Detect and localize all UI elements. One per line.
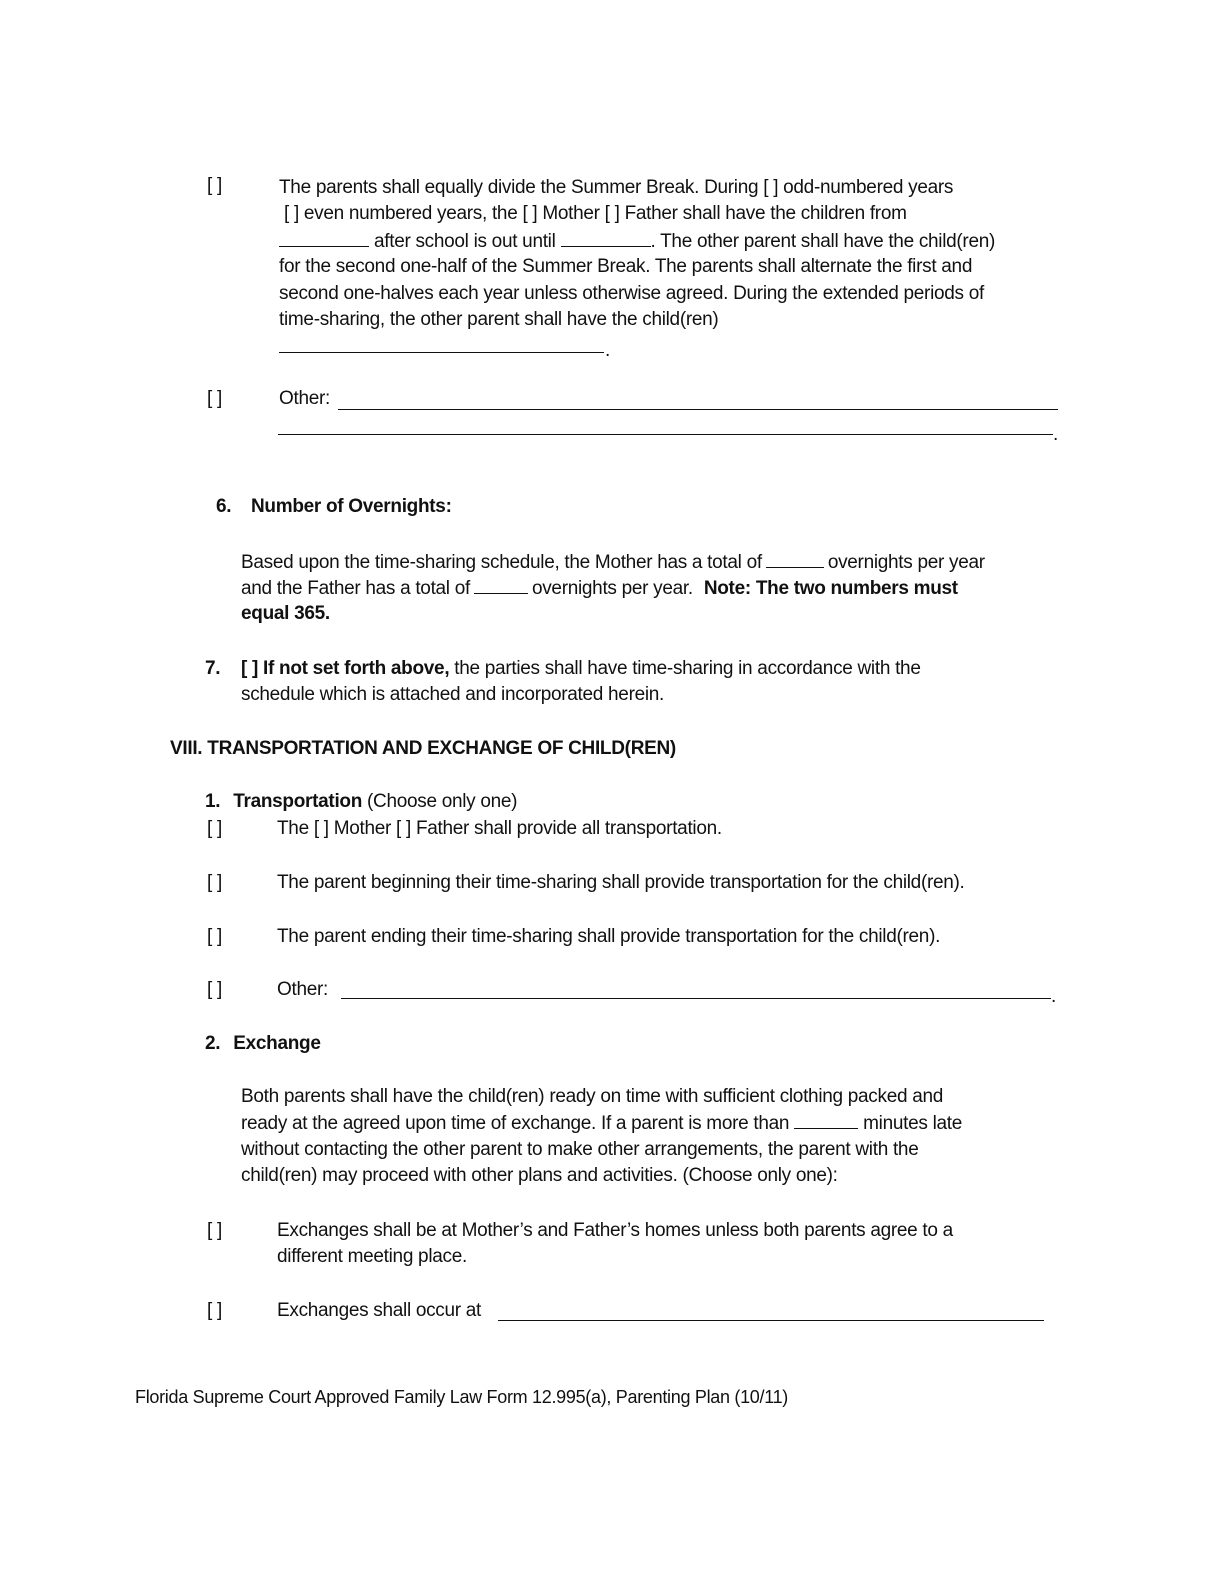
summer-text-line-4: for the second one-half of the Summer Break. The parents shall alternate the first and [279,256,973,277]
exchange-heading: Exchange [233,1033,321,1054]
summer-text-fragment: . The other parent shall have the child(ren) [650,231,996,252]
summer-text-line-2: [ ] even numbered years, the [ ] Mother [ ] Father shall have the children from [284,203,907,224]
other-label: Other: [279,388,330,409]
exchange-text: ready at the agreed upon time of exchange. If a parent is more than [241,1113,790,1134]
overnights-heading: Number of Overnights: [251,496,452,517]
transport-option-2-text: The parent beginning their time-sharing shall provide transportation for the child(ren). [277,872,965,893]
summer-equal-checkbox[interactable]: [ ] [207,175,222,196]
overnights-text: overnights per year [827,552,985,573]
transport-other-label: Other: [277,979,328,1000]
other-field-line-1[interactable] [338,409,1058,410]
overnights-text: and the Father has a total of [241,578,470,599]
exchange-heading-line [205,1031,321,1057]
father-overnights-field[interactable] [474,575,528,594]
exchange-option-2-checkbox[interactable]: [ ] [207,1300,222,1321]
exchange-number: 2. [205,1033,221,1054]
period: . [1051,986,1056,1007]
transportation-number: 1. [205,791,221,812]
item7-line-2: schedule which is attached and incorporated herein. [241,684,665,705]
exchange-text: minutes late [863,1113,962,1134]
summer-text-fragment: after school is out until [373,231,556,252]
exchange-para-line-2 [241,1110,962,1137]
exchange-option-1-line-2: different meeting place. [277,1246,467,1267]
exchange-option-2-text: Exchanges shall occur at [277,1300,482,1321]
summer-other-parent-field[interactable] [279,352,604,353]
item7-text: the parties shall have time-sharing in accordance with the [449,658,921,679]
period: . [605,340,610,361]
item7-bold-text: If not set forth above, [263,658,450,679]
transport-option-4-checkbox[interactable]: [ ] [207,979,222,1000]
overnights-text: Based upon the time-sharing schedule, the Mother has a total of [241,552,762,573]
exchange-para-line-3: without contacting the other parent to make other arrangements, the parent with the [241,1139,919,1160]
transport-option-1-text: The [ ] Mother [ ] Father shall provide all transportation. [277,818,722,839]
mother-overnights-field[interactable] [766,549,824,568]
summer-text-line-3 [279,228,995,255]
transport-option-3-text: The parent ending their time-sharing shall provide transportation for the child(ren). [277,926,941,947]
minutes-late-field[interactable] [794,1110,858,1129]
overnights-number: 6. [216,496,232,517]
item7-checkbox[interactable]: [ ] [241,658,259,679]
summer-other-checkbox[interactable]: [ ] [207,388,222,409]
form-footer: Florida Supreme Court Approved Family Law Form 12.995(a), Parenting Plan (10/11) [135,1387,788,1407]
overnights-note-2: equal 365. [241,603,330,624]
summer-text-line-5: second one-halves each year unless otherwise agreed. During the extended periods of [279,283,984,304]
exchange-option-1-checkbox[interactable]: [ ] [207,1220,222,1241]
overnights-line-1 [241,549,985,576]
transportation-note: (Choose only one) [362,791,518,812]
transport-option-2-checkbox[interactable]: [ ] [207,872,222,893]
item7-line-1 [241,656,921,682]
overnights-line-2 [241,575,958,602]
summer-end-field[interactable] [561,228,651,247]
transport-option-1-checkbox[interactable]: [ ] [207,818,222,839]
period: . [1053,424,1058,445]
item7-number: 7. [205,658,221,679]
summer-text-line-6: time-sharing, the other parent shall have the child(ren) [279,309,719,330]
other-field-line-2[interactable] [278,434,1053,435]
section-8-heading: VIII. TRANSPORTATION AND EXCHANGE OF CHILD(REN) [170,738,676,759]
exchange-option-1-line-1: Exchanges shall be at Mother’s and Father’s homes unless both parents agree to a [277,1220,953,1241]
overnights-text: overnights per year. [531,578,693,599]
exchange-location-field[interactable] [498,1320,1044,1321]
overnights-note: Note: The two numbers must [703,578,958,599]
exchange-para-line-1: Both parents shall have the child(ren) ready on time with sufficient clothing packed and [241,1086,944,1107]
transportation-heading-line [205,789,517,815]
summer-start-field[interactable] [279,228,369,247]
summer-text-line-1: The parents shall equally divide the Summer Break. During [ ] odd-numbered years [279,177,954,198]
transport-option-3-checkbox[interactable]: [ ] [207,926,222,947]
transportation-heading: Transportation [233,791,363,812]
exchange-para-line-4: child(ren) may proceed with other plans and activities. (Choose only one): [241,1165,838,1186]
transport-other-field[interactable] [341,998,1051,999]
